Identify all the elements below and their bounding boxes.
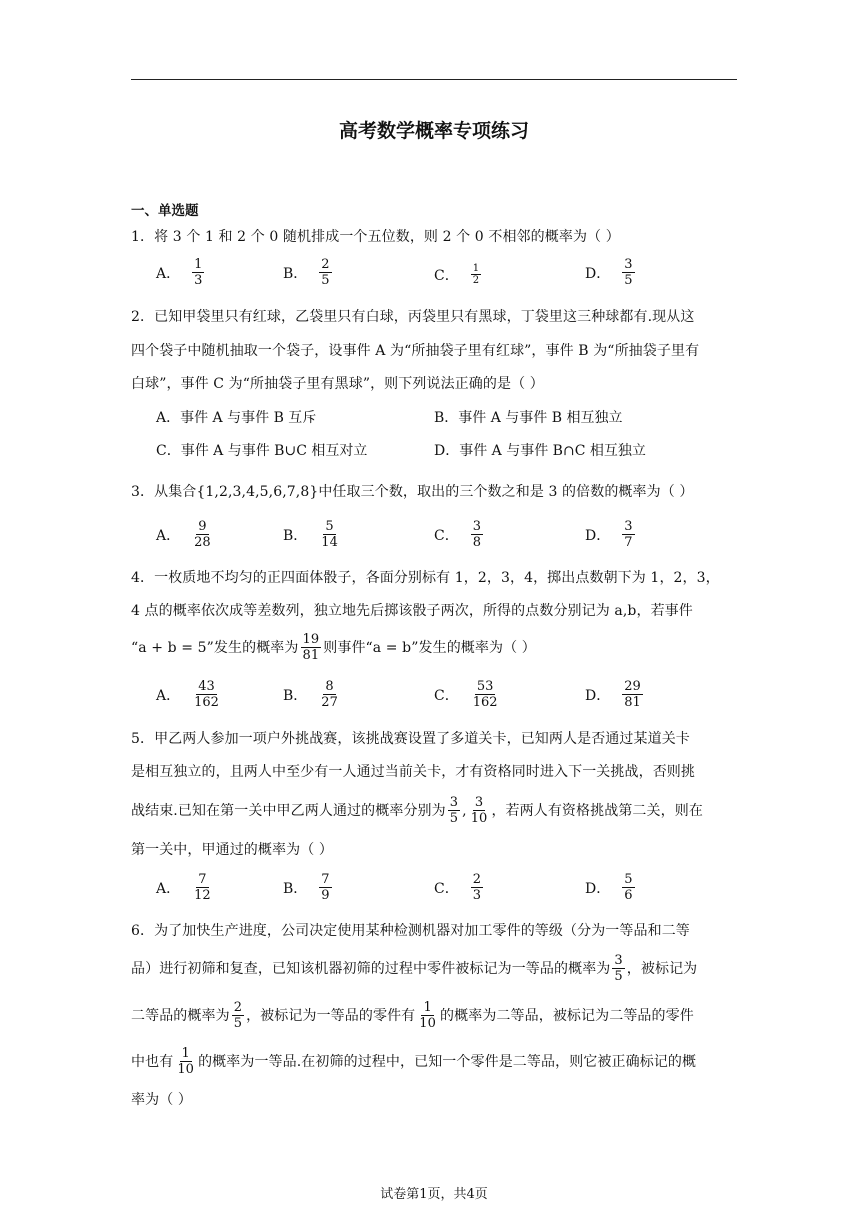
q6-text-3c: 的概率为二等品，被标记为二等品的零件 [440, 1007, 694, 1024]
q5-fraction-2: $\frac{3}{10}$ [470, 795, 488, 826]
q5-stem-line-2: 是相互独立的，且两人中至少有一人通过当前关卡，才有资格同时进入下一关挑战，否则挑 [131, 764, 695, 780]
q6-text-3b: ，被标记为一等品的零件有 [246, 1007, 416, 1024]
q2-stem-line-1: 2．已知甲袋里只有红球，乙袋里只有白球，丙袋里只有黑球，丁袋里这三种球都有.现从这 [131, 309, 695, 325]
option-label: B． [283, 265, 308, 282]
header-rule [131, 79, 737, 80]
q4-option-b[interactable] [283, 679, 342, 710]
option-fraction: $\frac{53}{162}$ [472, 679, 498, 710]
q1-stem: 1．将 3 个 1 和 2 个 0 随机排成一个五位数，则 2 个 0 不相邻的概率为（ ） [131, 229, 620, 245]
q6-text-4b: 的概率为一等品.在初筛的过程中，已知一个零件是二等品，则它被正确标记的概 [198, 1053, 697, 1070]
q5-comma: , [462, 802, 467, 819]
q6-stem-line-1: 6．为了加快生产进度，公司决定使用某种检测机器对加工零件的等级（分为一等品和二等 [131, 923, 690, 939]
option-label: C． [434, 880, 459, 897]
option-fraction: $\frac{1}{3}$ [194, 257, 203, 288]
option-fraction: $\frac{1}{2}$ [472, 263, 480, 286]
option-fraction: $\frac{7}{12}$ [194, 872, 211, 903]
option-label: A． [156, 265, 181, 282]
q5-text-b: ，若两人有资格挑战第二关，则在 [491, 802, 703, 819]
option-label: A． [156, 880, 181, 897]
option-label: C． [434, 267, 459, 284]
q3-option-c[interactable] [434, 519, 485, 550]
q6-fraction-2: $\frac{2}{5}$ [233, 1000, 243, 1031]
q6-text-4a: 中也有 [131, 1053, 174, 1070]
option-fraction: $\frac{2}{5}$ [321, 257, 330, 288]
q5-option-b[interactable] [283, 872, 334, 903]
q3-stem: 3．从集合{1,2,3,4,5,6,7,8}中任取三个数，取出的三个数之和是 3 的倍数的概率为（ ） [131, 484, 694, 500]
page-footer: 试卷第1页，共4页 [380, 1187, 488, 1202]
option-label: B． [283, 527, 308, 544]
q3-option-a[interactable] [156, 519, 215, 550]
q1-option-b[interactable] [283, 257, 334, 288]
option-fraction: $\frac{5}{6}$ [624, 872, 633, 903]
q4-option-d[interactable] [585, 679, 645, 710]
option-label: B． [283, 880, 308, 897]
q2-stem-line-2: 四个袋子中随机抽取一个袋子，设事件 A 为“所抽袋子里有红球”，事件 B 为“所抽袋子里有 [131, 343, 700, 359]
option-fraction: $\frac{5}{14}$ [321, 519, 338, 550]
q2-option-b[interactable]: B．事件 A 与事件 B 相互独立 [434, 410, 623, 426]
q5-stem-line-1: 5．甲乙两人参加一项户外挑战赛，该挑战赛设置了多道关卡，已知两人是否通过某道关卡 [131, 731, 690, 747]
q5-option-d[interactable] [585, 872, 637, 903]
q1-option-a[interactable] [156, 257, 206, 288]
q4-stem-line-3 [131, 632, 741, 663]
q4-fraction: $\frac{19}{81}$ [302, 632, 320, 663]
q2-stem-line-3: 白球”，事件 C 为“所抽袋子里有黑球”，则下列说法正确的是（ ） [131, 376, 544, 392]
option-fraction: $\frac{7}{9}$ [321, 872, 330, 903]
q3-option-b[interactable] [283, 519, 342, 550]
q5-text-a: 战结束.已知在第一关中甲乙两人通过的概率分别为 [131, 802, 446, 819]
option-label: B． [283, 687, 308, 704]
q6-stem-line-3 [131, 1000, 741, 1031]
option-fraction: $\frac{29}{81}$ [624, 679, 641, 710]
q3-option-d[interactable] [585, 519, 637, 550]
q6-fraction-1: $\frac{3}{5}$ [614, 953, 623, 984]
q5-stem-line-3 [131, 795, 741, 826]
q4-stem-line-2: 4 点的概率依次成等差数列，独立地先后掷该骰子两次，所得的点数分别记为 a,b，若事件 [131, 603, 693, 619]
q6-stem-line-2 [131, 953, 741, 984]
option-label: D． [585, 687, 611, 704]
option-fraction: $\frac{8}{27}$ [321, 679, 338, 710]
option-label: A． [156, 687, 181, 704]
option-fraction: $\frac{2}{3}$ [472, 872, 481, 903]
option-label: D． [585, 265, 611, 282]
q5-option-a[interactable] [156, 872, 215, 903]
q4-stem-line-1: 4．一枚质地不均匀的正四面体骰子，各面分别标有 1，2，3，4，掷出点数朝下为 1，2，3， [131, 570, 720, 586]
option-fraction: $\frac{9}{28}$ [194, 519, 211, 550]
option-label: C． [434, 527, 459, 544]
option-label: A． [156, 527, 181, 544]
q5-fraction-1: $\frac{3}{5}$ [449, 795, 459, 826]
q1-option-d[interactable] [585, 257, 637, 288]
q2-option-c[interactable]: C．事件 A 与事件 B∪C 相互对立 [156, 443, 368, 459]
q6-stem-line-5: 率为（ ） [131, 1092, 192, 1108]
q4-text-a: “a + b = 5”发生的概率为 [131, 639, 299, 656]
q6-text-2b: ，被标记为 [626, 960, 698, 977]
option-fraction: $\frac{3}{5}$ [624, 257, 633, 288]
q6-text-2a: 品）进行初筛和复查，已知该机器初筛的过程中零件被标记为一等品的概率为 [131, 960, 611, 977]
option-label: C． [434, 687, 459, 704]
q5-stem-line-4: 第一关中，甲通过的概率为（ ） [131, 842, 333, 858]
q1-option-c[interactable] [434, 263, 483, 286]
q4-text-b: 则事件“a = b”发生的概率为（ ） [323, 639, 536, 656]
option-fraction: $\frac{3}{7}$ [624, 519, 633, 550]
q4-option-a[interactable] [156, 679, 223, 710]
q6-fraction-3: $\frac{1}{10}$ [419, 1000, 437, 1031]
option-label: D． [585, 527, 611, 544]
option-fraction: $\frac{3}{8}$ [472, 519, 481, 550]
q6-stem-line-4 [131, 1046, 741, 1077]
q6-fraction-4: $\frac{1}{10}$ [177, 1046, 195, 1077]
q2-option-a[interactable]: A．事件 A 与事件 B 互斥 [156, 410, 317, 426]
q5-option-c[interactable] [434, 872, 485, 903]
option-fraction: $\frac{43}{162}$ [194, 679, 219, 710]
section-heading: 一、单选题 [131, 203, 199, 219]
option-label: D． [585, 880, 611, 897]
q4-option-c[interactable] [434, 679, 502, 710]
page-title: 高考数学概率专项练习 [338, 120, 529, 142]
q2-option-d[interactable]: D．事件 A 与事件 B∩C 相互独立 [434, 443, 646, 459]
q6-text-3a: 二等品的概率为 [131, 1007, 230, 1024]
